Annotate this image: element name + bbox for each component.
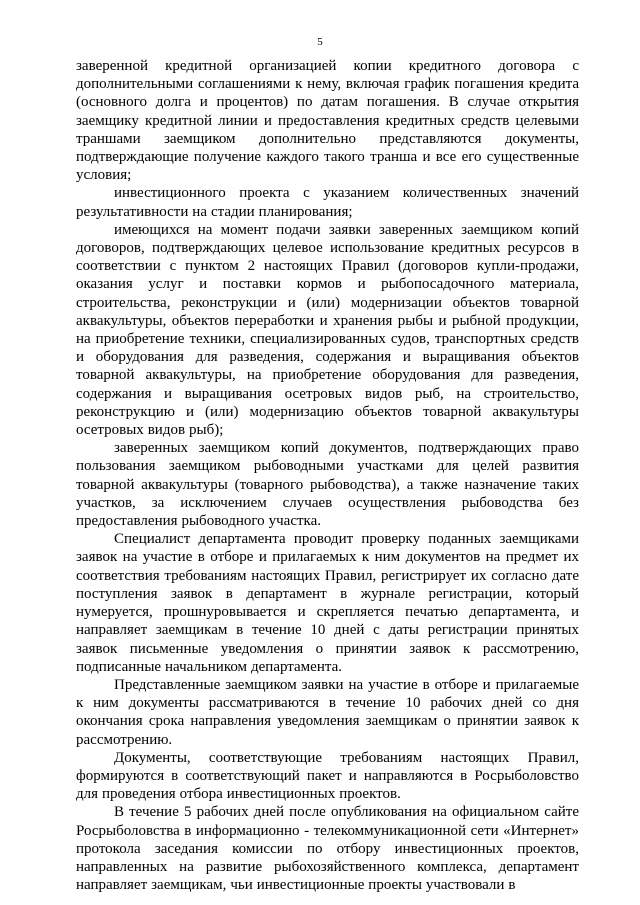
paragraph-department-review: Специалист департамента проводит проверку поданных заемщиками заявок на участие в отборе и прилагаемых к ним документов на предмет их соответствия требованиям настоящих Правил, регистрирует их согласно дате поступления заявок в департамент в журнале регистрации, который нумеруется, прошнуровывается и скрепляется печатью департамента, и направляет заемщикам в течение 10 дней с даты регистрации принятых заявок письменные уведомления о принятии заявок к рассмотрению, подписанные начальником департамента. <box>76 531 579 675</box>
paragraph-loan-agreement-copy: заверенной кредитной организацией копии кредитного договора с дополнительными соглашениями к нему, включая график погашения кредита (основного долга и процентов) по датам погашения. В случае открытия заемщику кредитной линии и предоставления кредитных средств целевыми траншами заемщиком дополнительно представляются документы, подтверждающие получение каждого такого транша и все его существенные условия; <box>76 58 579 184</box>
paragraph-contract-copies: имеющихся на момент подачи заявки заверенных заемщиком копий договоров, подтверждающих целевое использование кредитных ресурсов в соответствии с пунктом 2 настоящих Правил (договоров купли-продажи, оказания услуг и поставки кормов и рыбопосадочного материала, строительства, реконструкции и (или) модернизации объектов товарной аквакультуры, объектов переработки и хранения рыбы и рыбной продукции, на приобретение техники, специализированных судов, транспортных средств и оборудования для разведения, содержания и выращивания объектов товарной аквакультуры, на приобретение оборудования для разведения, содержания и выращивания осетровых видов рыб, на строительство, реконструкцию и (или) модернизацию объектов товарной аквакультуры осетровых видов рыб); <box>76 221 579 439</box>
document-body <box>76 57 579 894</box>
paragraph-fish-farming-rights: заверенных заемщиком копий документов, подтверждающих право пользования заемщиком рыбоводными участками для целей развития товарной аквакультуры (товарного рыбоводства), а также назначение таких участков, за исключением случаев осуществления рыбоводства без предоставления рыбоводного участка. <box>76 440 579 530</box>
page-number: 5 <box>317 36 323 48</box>
paragraph-review-period: Представленные заемщиком заявки на участие в отборе и прилагаемые к ним документы рассматриваются в течение 10 рабочих дней со дня окончания срока направления уведомления заемщикам о принятии заявок к рассмотрению. <box>76 676 579 748</box>
paragraph-investment-project: инвестиционного проекта с указанием количественных значений результативности на стадии планирования; <box>76 185 579 220</box>
paragraph-documents-package: Документы, соответствующие требованиям настоящих Правил, формируются в соответствующий пакет и направляются в Росрыболовство для проведения отбора инвестиционных проектов. <box>76 749 579 803</box>
paragraph-publication-deadline: В течение 5 рабочих дней после опубликования на официальном сайте Росрыболовства в информационно - телекоммуникационной сети «Интернет» протокола заседания комиссии по отбору инвестиционных проектов, направленных на развитие рыбохозяйственного комплекса, департамент направляет заемщикам, чьи инвестиционные проекты участвовали в <box>76 804 579 894</box>
